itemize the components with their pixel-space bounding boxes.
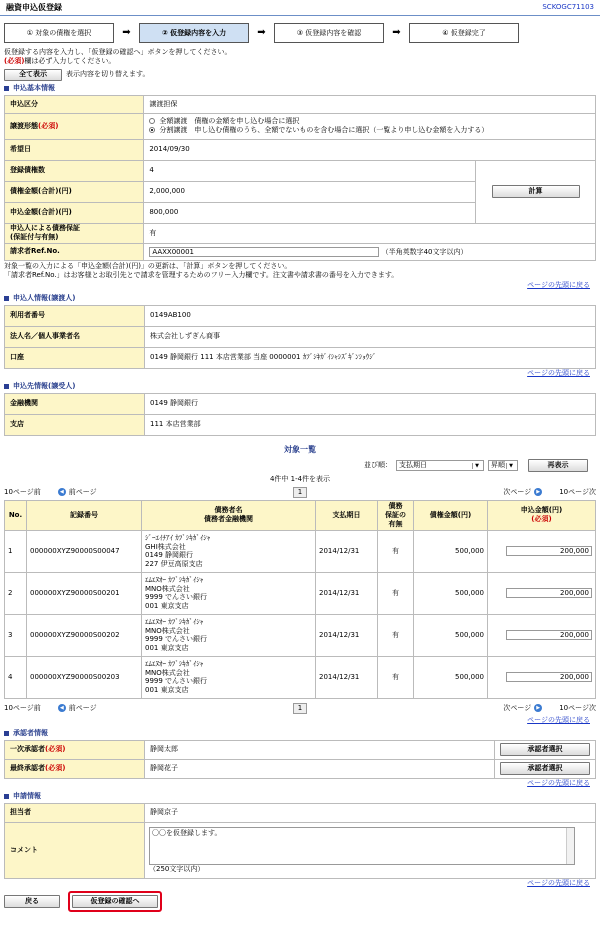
confirm-button[interactable]: 仮登録の確認へ bbox=[72, 895, 158, 908]
back-button[interactable]: 戻る bbox=[4, 895, 60, 908]
value-final-approver: 静岡花子 bbox=[145, 759, 495, 778]
intro-line2: 欄は必ず入力してください。 bbox=[24, 56, 116, 65]
comment-hint: （250文字以内） bbox=[149, 864, 205, 873]
arrow-left-icon: ◀ bbox=[58, 704, 66, 712]
radio-icon[interactable] bbox=[149, 118, 155, 124]
section-applicant bbox=[0, 293, 600, 305]
order-select[interactable]: 昇順 ▼ bbox=[488, 460, 518, 471]
prev-page-link[interactable]: ◀ 前ページ bbox=[55, 488, 97, 497]
chevron-down-icon: ▼ bbox=[506, 463, 515, 469]
value-branch: 111 本店営業部 bbox=[145, 414, 596, 435]
value-company: 株式会社しずぎん商事 bbox=[145, 326, 596, 347]
applicant-table bbox=[4, 305, 596, 369]
label-kubun: 申込区分 bbox=[5, 95, 144, 113]
target-list-table bbox=[4, 500, 596, 699]
back-to-top-link[interactable]: ページの先頭に戻る bbox=[527, 778, 590, 787]
value-account: 0149 静岡銀行 111 本店営業部 当座 0000001 ｶﾌﾞｼｷｶﾞｲｼｬｼｽﾞｷﾞﾝｼｮｳｼﾞ bbox=[145, 347, 596, 368]
label-tanto: 担当者 bbox=[5, 803, 145, 822]
progress-steps bbox=[0, 16, 600, 47]
back-to-top-link[interactable]: ページの先頭に戻る bbox=[527, 715, 590, 724]
section-request bbox=[0, 791, 600, 803]
value-kibou: 2014/09/30 bbox=[144, 139, 596, 160]
col-hosho: 債務 保証の 有無 bbox=[378, 500, 414, 530]
radio-icon[interactable] bbox=[149, 127, 155, 133]
value-tanto: 静岡京子 bbox=[145, 803, 596, 822]
basic-notes bbox=[0, 261, 600, 281]
col-amount: 債権金額(円) bbox=[414, 500, 488, 530]
col-apply: 申込金額(円) (必須) bbox=[488, 500, 596, 530]
intro-text bbox=[0, 47, 600, 67]
ref-hint: （半角英数字40文字以内） bbox=[381, 247, 468, 256]
sort-label: 並び順： bbox=[364, 461, 392, 470]
step-2: ② 仮登録内容を入力 bbox=[139, 23, 249, 43]
value-count: 4 bbox=[144, 160, 476, 181]
next10-link[interactable]: 10ページ次 bbox=[559, 703, 596, 712]
label-hosho-sub: (保証付与有無) bbox=[10, 233, 59, 241]
arrow-right-icon: ➡ bbox=[392, 26, 401, 38]
value-kubun: 譲渡担保 bbox=[144, 95, 596, 113]
label-branch: 支店 bbox=[5, 414, 145, 435]
required-mark: (必須) bbox=[4, 56, 25, 65]
table-row: 3 000000XYZ90000S00202 ｴﾑｴﾇｵｰ ｶﾌﾞｼｷｶﾞｲｼｬ MNO株式会社 9999 でんさい銀行 001 東京支店 2014/12/31 有 500,000 200,000 bbox=[5, 614, 596, 656]
label-bank: 金融機関 bbox=[5, 393, 145, 414]
back-to-top-link[interactable]: ページの先頭に戻る bbox=[527, 878, 590, 887]
value-bank: 0149 静岡銀行 bbox=[145, 393, 596, 414]
pager-bottom bbox=[0, 701, 600, 716]
radio-full[interactable]: 全額譲渡 債権の金額を申し込む場合に選択 bbox=[149, 117, 590, 126]
required-mark: (必須) bbox=[38, 121, 59, 130]
apply-amount-input[interactable] bbox=[506, 588, 592, 598]
select-final-approver-button[interactable]: 承認者選択 bbox=[500, 762, 590, 775]
label-moushikomi: 申込金額(合計)(円) bbox=[5, 202, 144, 223]
destination-table bbox=[4, 393, 596, 436]
scrollbar[interactable] bbox=[566, 828, 574, 864]
col-no: No. bbox=[5, 500, 27, 530]
radio-split[interactable]: 分割譲渡 申し込む債権のうち、全額でないものを含む場合に選択（一覧より申し込む金額を入力する） bbox=[149, 126, 590, 135]
value-saiken: 2,000,000 bbox=[144, 181, 476, 202]
section-title: 申込人情報(譲渡人) bbox=[13, 294, 76, 303]
label-joto: 譲渡形態 bbox=[10, 121, 38, 130]
note-calc: 対象一覧の入力による「申込金額(合計)(円)」の更新は、「計算」ボタンを押してください。 bbox=[4, 261, 292, 270]
apply-amount-input[interactable] bbox=[506, 672, 592, 682]
screen-code: SCKOGC71103 bbox=[542, 3, 594, 12]
chevron-down-icon: ▼ bbox=[472, 463, 481, 469]
next-page-link[interactable]: 次ページ ▶ bbox=[503, 704, 545, 713]
apply-amount-input[interactable] bbox=[506, 630, 592, 640]
arrow-left-icon: ◀ bbox=[58, 488, 66, 496]
arrow-right-icon: ▶ bbox=[534, 488, 542, 496]
approver-table: 一次承認者(必須) 静岡太郎 承認者選択 最終承認者(必須) 静岡花子 承認者選択 bbox=[4, 740, 596, 779]
col-date: 支払期日 bbox=[316, 500, 378, 530]
label-hosho: 申込人による債務保証 bbox=[10, 224, 80, 233]
table-row: 2 000000XYZ90000S00201 ｴﾑｴﾇｵｰ ｶﾌﾞｼｷｶﾞｲｼｬ MNO株式会社 9999 でんさい銀行 001 東京支店 2014/12/31 有 500,000 200,000 bbox=[5, 572, 596, 614]
page-title: 融資申込仮登録 bbox=[6, 2, 62, 12]
value-hosho: 有 bbox=[144, 223, 596, 243]
pager-top bbox=[0, 485, 600, 500]
page-number[interactable]: 1 bbox=[293, 703, 307, 714]
next-page-link[interactable]: 次ページ ▶ bbox=[503, 488, 545, 497]
list-title: 対象一覧 bbox=[284, 444, 316, 454]
list-count: 4件中 1-4件を表示 bbox=[269, 474, 331, 483]
prev10-link[interactable]: 10ページ前 bbox=[4, 487, 41, 496]
label-user-no: 利用者番号 bbox=[5, 305, 145, 326]
comment-textarea[interactable]: 〇〇を仮登録します。 bbox=[149, 827, 575, 865]
section-title: 申込基本情報 bbox=[13, 84, 55, 93]
table-row: 4 000000XYZ90000S00203 ｴﾑｴﾇｵｰ ｶﾌﾞｼｷｶﾞｲｼｬ MNO株式会社 9999 でんさい銀行 001 東京支店 2014/12/31 有 500,000 200,000 bbox=[5, 656, 596, 698]
label-kibou: 希望日 bbox=[5, 139, 144, 160]
back-to-top-link[interactable]: ページの先頭に戻る bbox=[527, 368, 590, 377]
select-first-approver-button[interactable]: 承認者選択 bbox=[500, 743, 590, 756]
calc-button[interactable]: 計算 bbox=[492, 185, 580, 198]
col-debtor: 債務者名 債務者金融機関 bbox=[142, 500, 316, 530]
label-account: 口座 bbox=[5, 347, 145, 368]
arrow-right-icon: ▶ bbox=[534, 704, 542, 712]
section-title: 申請情報 bbox=[13, 792, 41, 801]
section-approver bbox=[0, 728, 600, 740]
label-company: 法人名／個人事業者名 bbox=[5, 326, 145, 347]
basic-info-table bbox=[4, 95, 596, 261]
value-user-no: 0149AB100 bbox=[145, 305, 596, 326]
value-first-approver: 静岡太郎 bbox=[145, 740, 495, 759]
request-table bbox=[4, 803, 596, 879]
ref-input[interactable] bbox=[149, 247, 379, 257]
section-basic-info bbox=[0, 83, 600, 95]
section-title: 承認者情報 bbox=[13, 729, 48, 738]
confirm-highlight bbox=[68, 891, 162, 912]
label-saiken: 債権金額(合計)(円) bbox=[5, 181, 144, 202]
prev-page-link[interactable]: ◀ 前ページ bbox=[55, 704, 97, 713]
page-header bbox=[0, 0, 600, 16]
next10-link[interactable]: 10ページ次 bbox=[559, 487, 596, 496]
label-ref: 請求者Ref.No. bbox=[5, 243, 144, 260]
step-3: ③ 仮登録内容を確認 bbox=[274, 23, 384, 43]
note-ref: 「請求者Ref.No.」はお客様とお取引先とで請求を管理するためのフリー入力欄です。注文書や請求書の番号を入力できます。 bbox=[4, 270, 399, 279]
step-1: ① 対象の債権を選択 bbox=[4, 23, 114, 43]
prev10-link[interactable]: 10ページ前 bbox=[4, 703, 41, 712]
col-record: 記録番号 bbox=[27, 500, 142, 530]
arrow-right-icon: ➡ bbox=[257, 26, 266, 38]
apply-amount-input[interactable] bbox=[506, 546, 592, 556]
resort-button[interactable]: 再表示 bbox=[528, 459, 588, 472]
intro-line1: 仮登録する内容を入力し、「仮登録の確認へ」ボタンを押してください。 bbox=[4, 48, 232, 56]
section-destination bbox=[0, 381, 600, 393]
section-title: 申込先情報(譲受人) bbox=[13, 382, 76, 391]
label-first-approver: 一次承認者 bbox=[10, 745, 45, 754]
table-row: 1 000000XYZ90000S00047 ｼﾞｰｴｲﾁｱｲ ｶﾌﾞｼｷｶﾞｲｼｬ GHI株式会社 0149 静岡銀行 227 伊豆高原支店 2014/12/31 有 500,000 200,000 bbox=[5, 530, 596, 572]
show-all-description: 表示内容を切り替えます。 bbox=[66, 70, 150, 79]
label-count: 登録債権数 bbox=[5, 160, 144, 181]
page-number[interactable]: 1 bbox=[293, 487, 307, 498]
label-comment: コメント bbox=[5, 822, 145, 878]
value-moushikomi: 800,000 bbox=[144, 202, 476, 223]
back-to-top-link[interactable]: ページの先頭に戻る bbox=[527, 280, 590, 289]
label-final-approver: 最終承認者 bbox=[10, 764, 45, 773]
sort-select[interactable]: 支払期日 ▼ bbox=[396, 460, 484, 471]
step-4: ④ 仮登録完了 bbox=[409, 23, 519, 43]
show-all-button[interactable]: 全て表示 bbox=[4, 69, 62, 81]
arrow-right-icon: ➡ bbox=[122, 26, 131, 38]
